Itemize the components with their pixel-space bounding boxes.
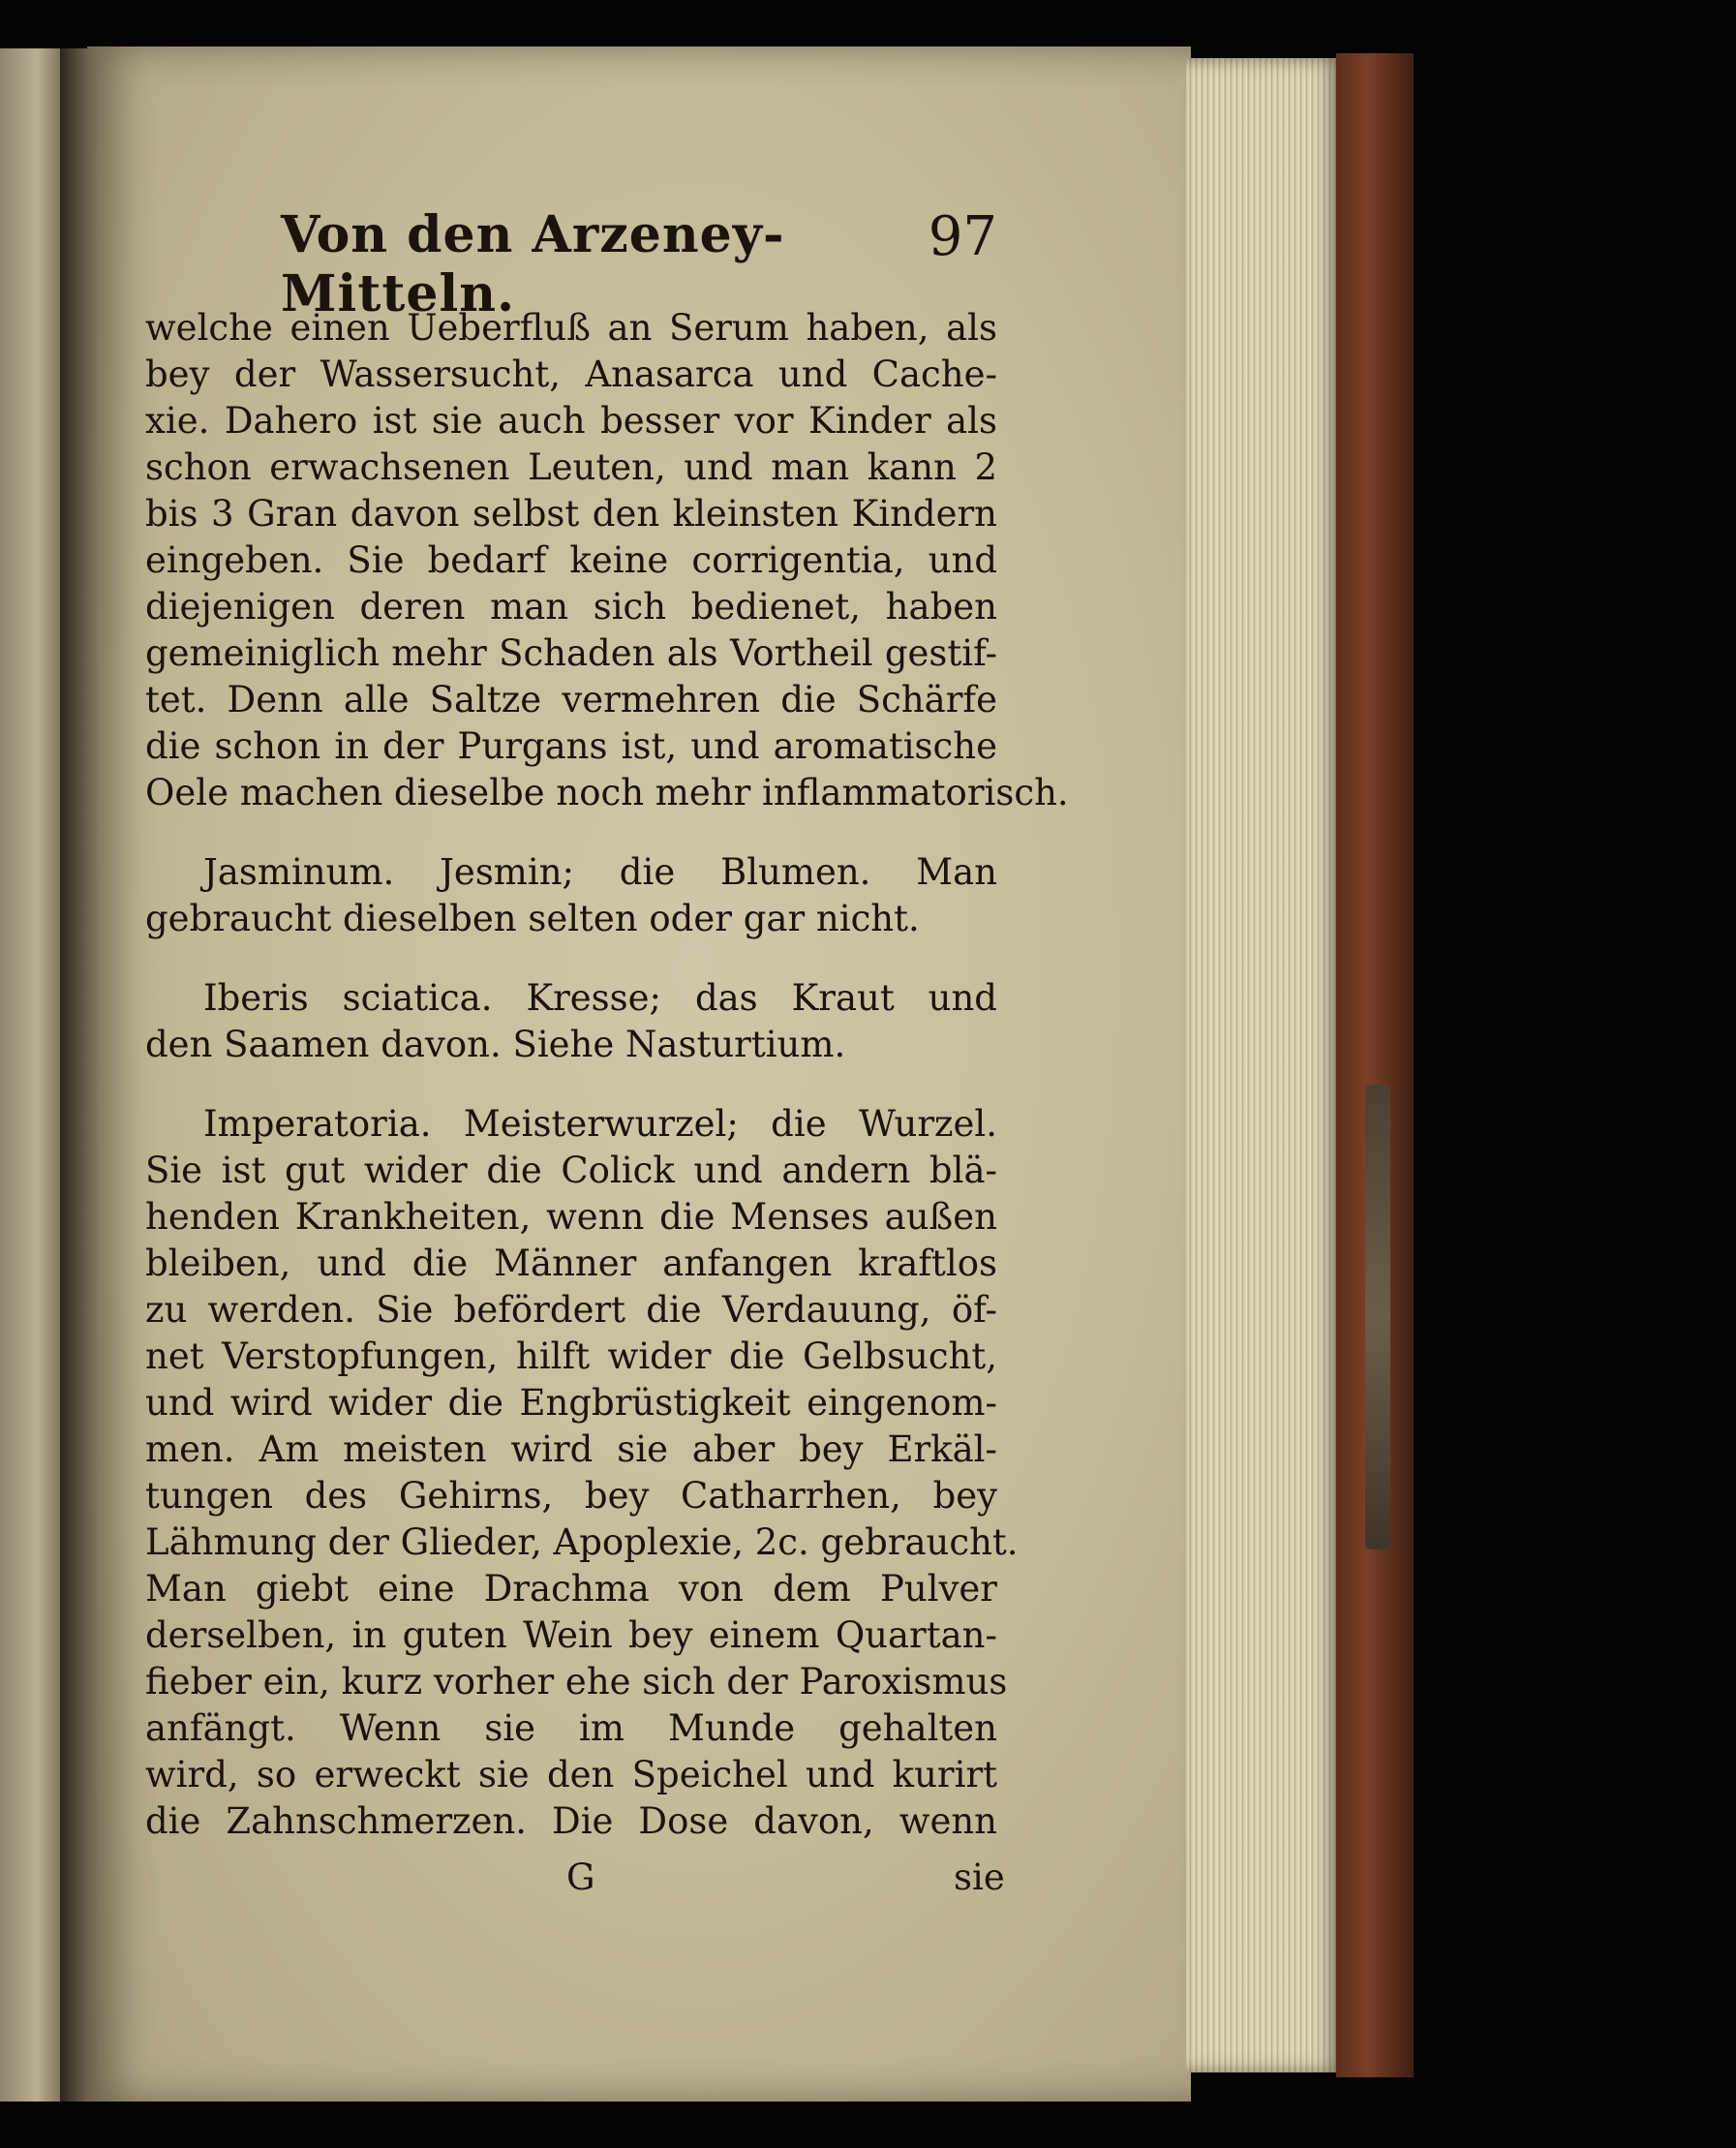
text-line: zu werden. Sie befördert die Verdauung, öf- [145,1289,997,1331]
running-title: Von den Arzeney-Mitteln. [281,205,785,323]
text-line: Oele machen dieselbe noch mehr inflammatorisch. [145,772,1069,813]
text-line: eingeben. Sie bedarf keine corrigentia, und [145,539,997,581]
text-line: den Saamen davon. Siehe Nasturtium. [145,1024,846,1065]
text-line: die schon in der Purgans ist, und aromatische [145,725,997,767]
text-line: gebraucht dieselben selten oder gar nicht. [145,898,920,939]
gutter-shadow [60,48,99,2102]
signature-mark: G [566,1856,595,1898]
text-line: Man giebt eine Drachma von dem Pulver [145,1568,997,1610]
text-line: Sie ist gut wider die Colick und andern blä- [145,1150,997,1191]
text-line: wird, so erweckt sie den Speichel und kurirt [145,1754,997,1795]
text-line: Lähmung der Glieder, Apoplexie, 2c. gebraucht. [145,1521,1019,1563]
text-line: xie. Dahero ist sie auch besser vor Kinder als [145,400,997,442]
text-line: derselben, in guten Wein bey einem Quartan- [145,1614,997,1656]
facing-page-edge [0,48,68,2102]
text-line: bleiben, und die Männer anfangen kraftlos [145,1243,997,1284]
text-line: tungen des Gehirns, bey Catharrhen, bey [145,1475,997,1517]
text-line: welche einen Ueberfluß an Serum haben, als [145,307,997,349]
text-line: schon erwachsenen Leuten, und man kann 2 [145,446,997,488]
text-line: fieber ein, kurz vorher ehe sich der Paroxismus [145,1661,1008,1703]
text-line: net Verstopfungen, hilft wider die Gelbsucht, [145,1335,997,1377]
page-number: 97 [928,205,997,268]
entry-imperatoria: Imperatoria. Meisterwurzel; die Wurzel. [203,1103,997,1145]
entry-jasminum: Jasminum. Jesmin; die Blumen. Man [203,851,997,893]
text-line: men. Am meisten wird sie aber bey Erkäl- [145,1428,997,1470]
text-line: anfängt. Wenn sie im Munde gehalten [145,1707,997,1749]
text-line: diejenigen deren man sich bedienet, haben [145,586,997,628]
text-line: henden Krankheiten, wenn die Menses außen [145,1196,997,1238]
entry-iberis: Iberis sciatica. Kresse; das Kraut und [203,977,997,1019]
page-block-edges [1186,58,1341,2072]
text-line: tet. Denn alle Saltze vermehren die Schärfe [145,679,997,721]
leather-cover [1336,53,1414,2077]
catchword: sie [954,1856,1005,1898]
cover-label-patch [1365,1085,1390,1550]
running-head [281,205,997,323]
text-line: die Zahnschmerzen. Die Dose davon, wenn [145,1800,997,1842]
text-line: bey der Wassersucht, Anasarca und Cache- [145,353,997,395]
text-line: gemeiniglich mehr Schaden als Vortheil gestif- [145,632,997,674]
text-line: und wird wider die Engbrüstigkeit eingenom- [145,1382,997,1424]
text-line: bis 3 Gran davon selbst den kleinsten Kindern [145,493,997,535]
